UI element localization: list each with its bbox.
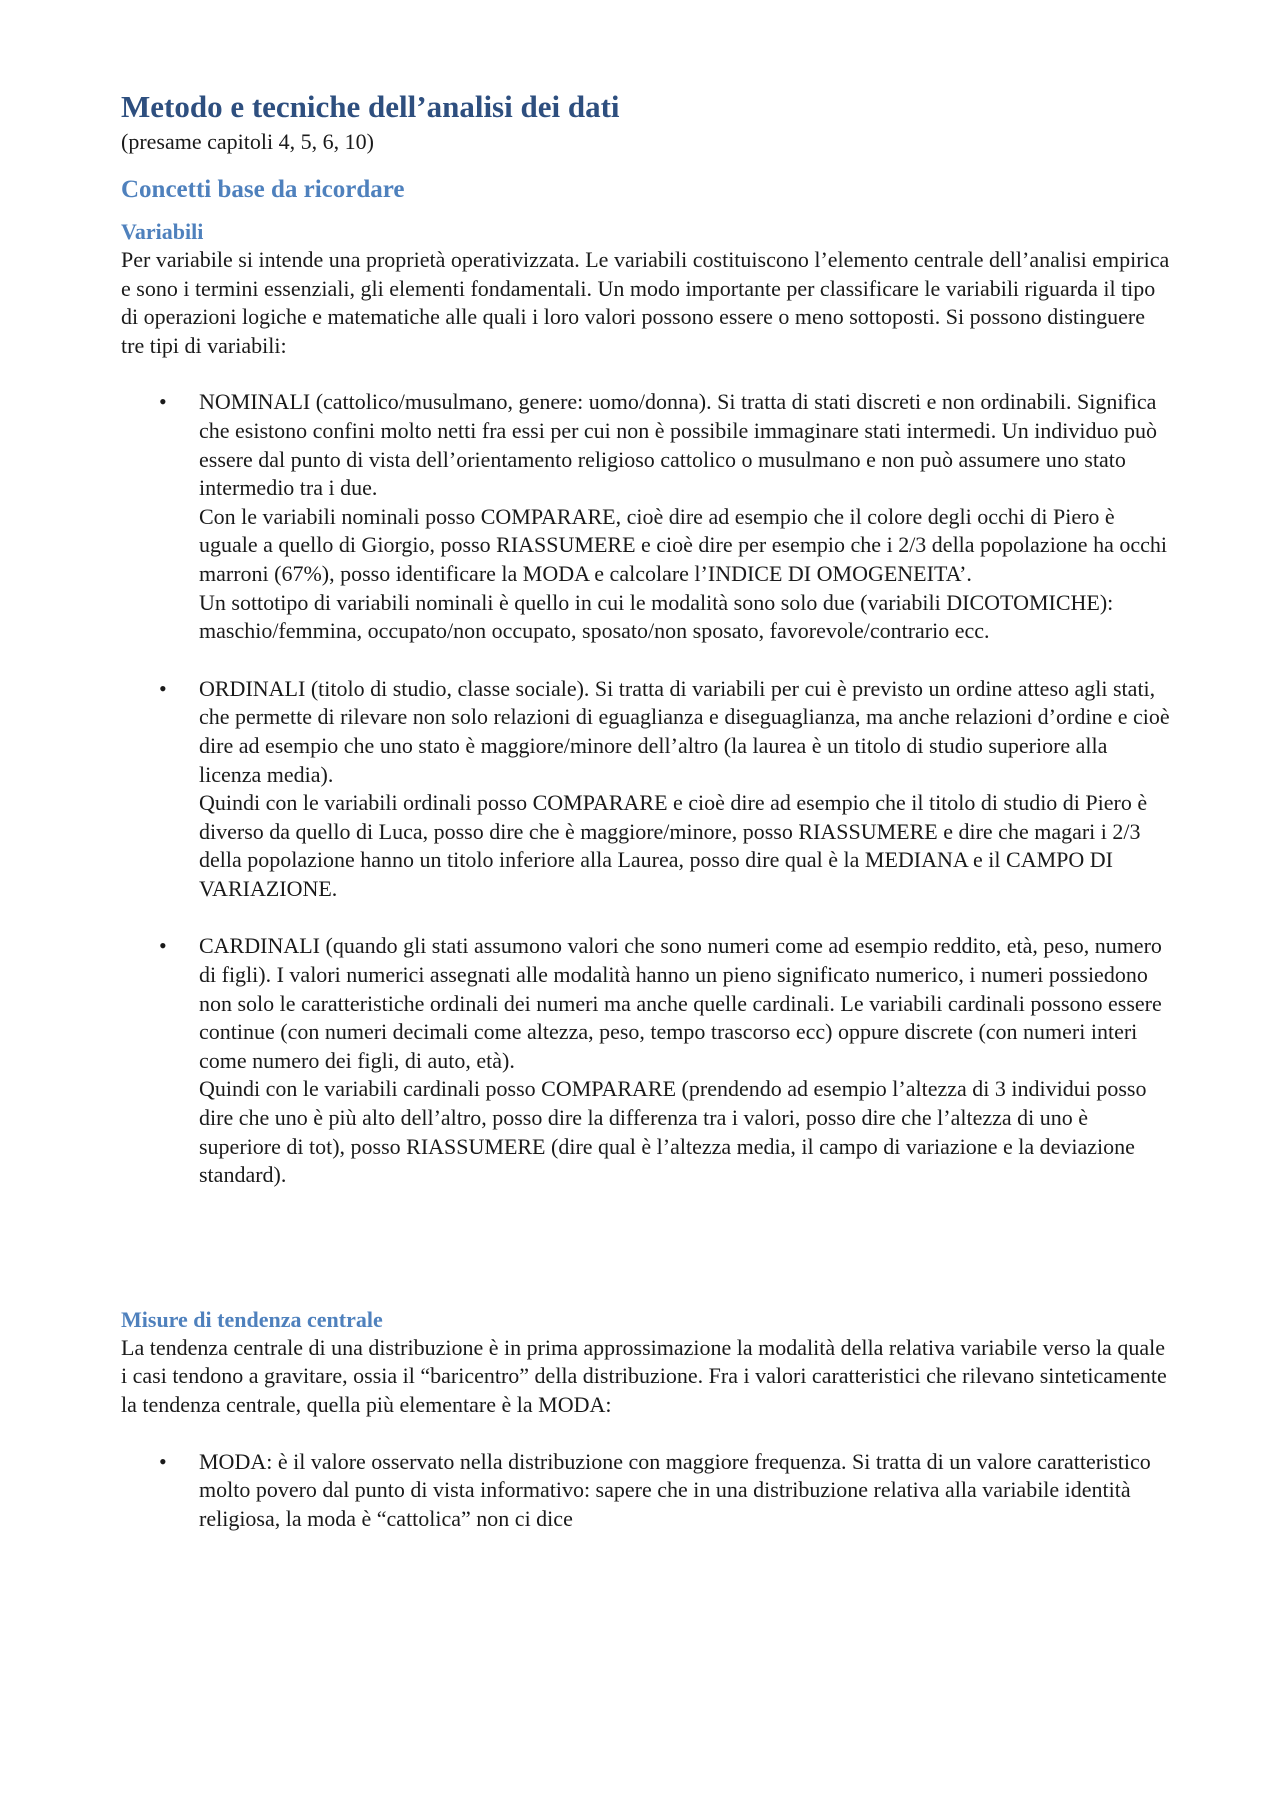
nominali-paragraph-1: NOMINALI (cattolico/musulmano, genere: uomo/donna). Si tratta di stati discreti e non ordinabili. Significa che esistono confini molto netti fra essi per cui non è possibile immaginare stati intermedi. Un individuo può essere dal punto di vista dell’orientamento religioso cattolico o musulmano e non può assumere uno stato intermedio tra i due. [199, 389, 1158, 501]
bullet-icon: • [159, 389, 167, 415]
tendenza-intro: La tendenza centrale di una distribuzione è in prima approssimazione la modalità della relativa variabile verso la quale i casi tendono a gravitare, ossia il “baricentro” della distribuzione. Fra i valori caratteristici che rilevano sinteticamente la tendenza centrale, quella più elementare è la MODA: [121, 1334, 1167, 1417]
moda-paragraph-1: MODA: è il valore osservato nella distribuzione con maggiore frequenza. Si tratta di un valore caratteristico molto povero dal punto di vista informativo: sapere che in una distribuzione relativa alla variabile identità religiosa, la moda è “cattolica” non ci dice [199, 1448, 1151, 1531]
bullet-icon: • [159, 675, 167, 701]
list-item-cardinali [121, 932, 1171, 1189]
variabili-intro: Per variabile si intende una proprietà operativizzata. Le variabili costituiscono l’elemento centrale dell’analisi empirica e sono i termini essenziali, gli elementi fondamentali. Un modo importante per classificare le variabili riguarda il tipo di operazioni logiche e matematiche alle quali i loro valori possono essere o meno sottoposti. Si possono distinguere tre tipi di variabili: [121, 247, 1170, 358]
cardinali-paragraph-1: CARDINALI (quando gli stati assumono valori che sono numeri come ad esempio reddito, età, peso, numero di figli). I valori numerici assegnati alle modalità hanno un pieno significato numerico, i numeri possiedono non solo le caratteristiche ordinali dei numeri ma anche quelle cardinali. Le variabili cardinali possono essere continue (con numeri decimali come altezza, peso, tempo trascorso ecc) oppure discrete (con numeri interi come numero dei figli, di auto, età). [199, 933, 1162, 1073]
list-item-ordinali [121, 675, 1171, 904]
bullet-icon: • [159, 1448, 167, 1474]
nominali-paragraph-3: Un sottotipo di variabili nominali è quello in cui le modalità sono solo due (variabili DICOTOMICHE): maschio/femmina, occupato/non occupato, sposato/non sposato, favorevole/contrario ecc. [199, 589, 1114, 644]
section-heading: Concetti base da ricordare [121, 176, 405, 203]
document-page [121, 88, 1171, 1533]
bullet-icon: • [159, 933, 167, 959]
list-item-moda [121, 1448, 1171, 1534]
ordinali-paragraph-1: ORDINALI (titolo di studio, classe sociale). Si tratta di variabili per cui è previsto un ordine atteso agli stati, che permette di rilevare non solo relazioni di eguaglianza e diseguaglianza, ma anche relazioni d’ordine e cioè dire ad esempio che uno stato è maggiore/minore dell’altro (la laurea è un titolo di studio superiore alla licenza media). [199, 675, 1170, 787]
tendenza-list [121, 1448, 1171, 1534]
cardinali-paragraph-2: Quindi con le variabili cardinali posso COMPARARE (prendendo ad esempio l’altezza di 3 individui posso dire che uno è più alto dell’altro, posso dire la differenza tra i valori, posso dire che l’altezza di uno è superiore di tot), posso RIASSUMERE (dire qual è l’altezza media, il campo di variazione e la deviazione standard). [199, 1076, 1147, 1188]
document-subtitle: (presame capitoli 4, 5, 6, 10) [121, 129, 374, 154]
document-title: Metodo e tecniche dell’analisi dei dati [121, 89, 620, 124]
tendenza-heading: Misure di tendenza centrale [121, 1306, 383, 1332]
nominali-paragraph-2: Con le variabili nominali posso COMPARARE, cioè dire ad esempio che il colore degli occhi di Piero è uguale a quello di Giorgio, posso RIASSUMERE e cioè dire per esempio che i 2/3 della popolazione ha occhi marroni (67%), posso identificare la MODA e calcolare l’INDICE DI OMOGENEITA’. [199, 503, 1167, 586]
list-item-nominali [121, 388, 1171, 645]
variabili-list [121, 388, 1171, 1189]
variabili-heading: Variabili [121, 219, 204, 244]
ordinali-paragraph-2: Quindi con le variabili ordinali posso COMPARARE e cioè dire ad esempio che il titolo di studio di Piero è diverso da quello di Luca, posso dire che è maggiore/minore, posso RIASSUMERE e dire che magari i 2/3 della popolazione hanno un titolo inferiore alla Laurea, posso dire qual è la MEDIANA e il CAMPO DI VARIAZIONE. [199, 790, 1148, 901]
